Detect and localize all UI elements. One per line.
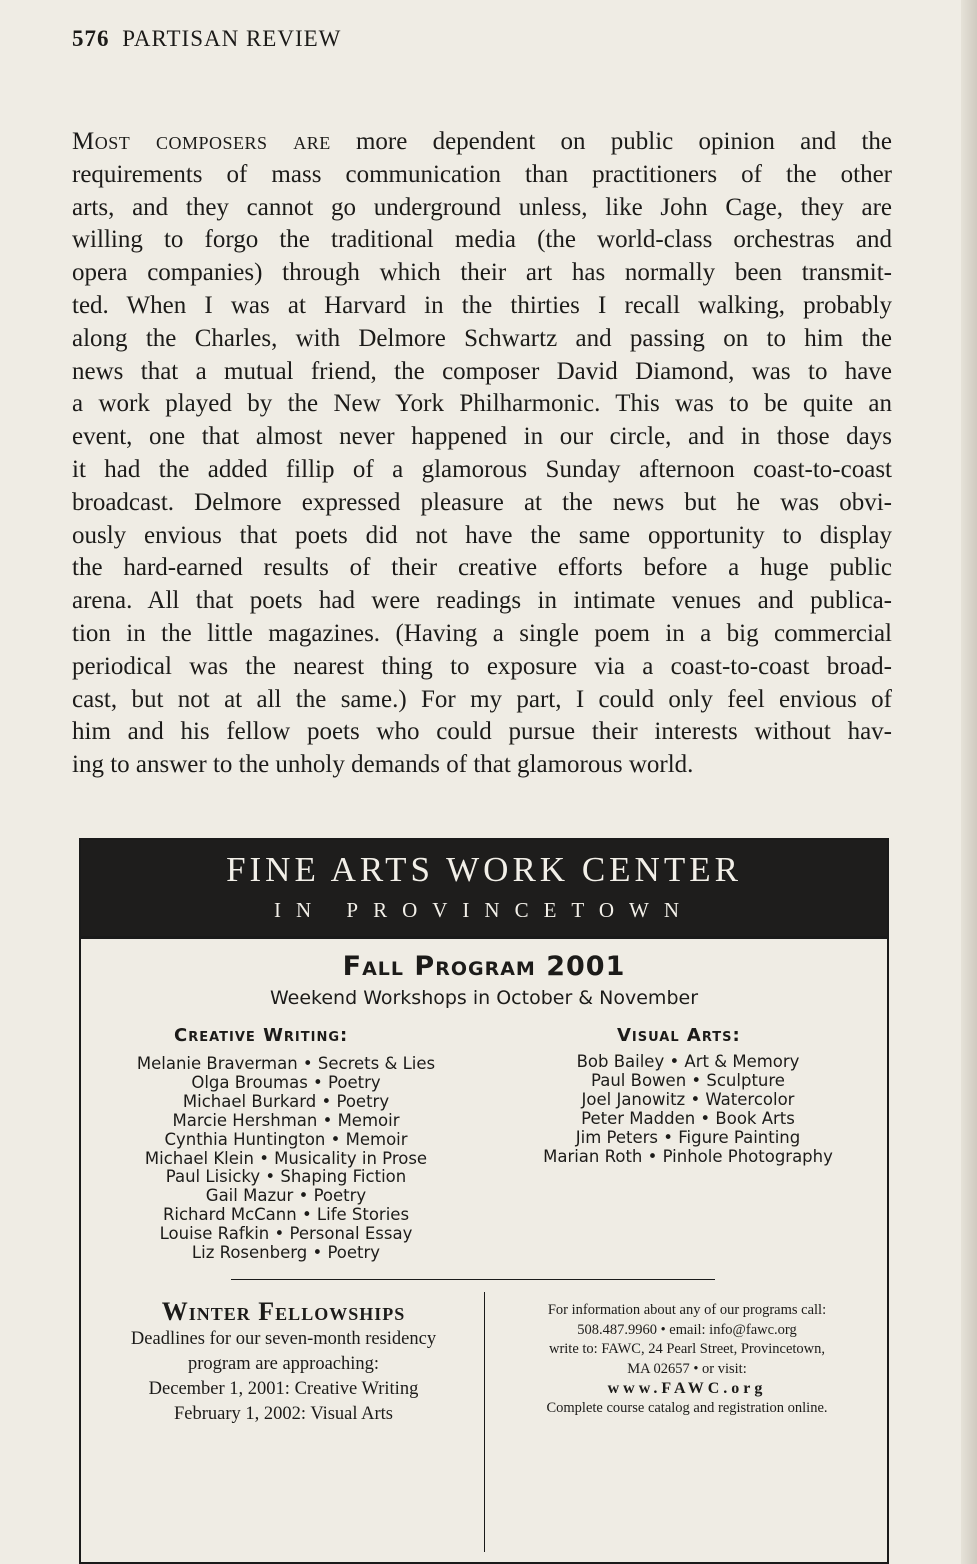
article-line: Most composers are more dependent on public opinion and the bbox=[72, 128, 892, 155]
article-lead-in: Most composers are bbox=[72, 128, 331, 155]
article-line: ously envious that poets did not have the same opportunity to display bbox=[72, 521, 892, 549]
info-address: write to: FAWC, 24 Pearl Street, Provincetown, bbox=[548, 1341, 826, 1358]
article-line: opera companies) through which their art has normally been transmit- bbox=[72, 259, 892, 287]
article-line: event, one that almost never happened in our circle, and in those days bbox=[72, 423, 892, 451]
article-line: broadcast. Delmore expressed pleasure at the news but he was obvi- bbox=[72, 488, 892, 516]
list-item: Paul Bowen • Sculpture bbox=[591, 1070, 785, 1090]
advertisement bbox=[79, 838, 889, 1564]
article-line: requirements of mass communication than practitioners of the other bbox=[72, 160, 892, 188]
article-line: him and his fellow poets who could pursue their interests without hav- bbox=[72, 718, 892, 746]
list-item: Marian Roth • Pinhole Photography bbox=[543, 1146, 833, 1166]
list-item: Peter Madden • Book Arts bbox=[581, 1108, 795, 1128]
list-item: Jim Peters • Figure Painting bbox=[575, 1127, 801, 1147]
list-item: Michael Klein • Musicality in Prose bbox=[144, 1148, 428, 1168]
journal-title: PARTISAN REVIEW bbox=[122, 26, 342, 51]
info-line: For information about any of our programs call: bbox=[547, 1302, 827, 1318]
article-line: arts, and they cannot go underground unless, like John Cage, they are bbox=[72, 193, 892, 221]
visual-arts-heading: Visual Arts: bbox=[617, 1025, 741, 1046]
ad-title: FINE ARTS WORK CENTER bbox=[226, 850, 742, 889]
article-line: the hard-earned results of their creative efforts before a huge public bbox=[72, 554, 892, 582]
info-line: MA 02657 • or visit: bbox=[627, 1360, 747, 1377]
column-divider bbox=[484, 1292, 485, 1552]
winter-line: program are approaching: bbox=[187, 1354, 380, 1374]
article-line: ted. When I was at Harvard in the thirties I recall walking, probably bbox=[72, 291, 892, 319]
list-item: Paul Lisicky • Shaping Fiction bbox=[165, 1167, 407, 1187]
list-item: Marcie Hershman • Memoir bbox=[172, 1110, 400, 1130]
visual-arts-list bbox=[513, 1053, 863, 1166]
website-link[interactable]: www.FAWC.org bbox=[607, 1380, 767, 1398]
list-item: Melanie Braverman • Secrets & Lies bbox=[136, 1054, 436, 1073]
list-item: Richard McCann • Life Stories bbox=[162, 1205, 410, 1225]
article-line: it had the added fillip of a glamorous Sunday afternoon coast-to-coast bbox=[72, 455, 892, 483]
article-line: news that a mutual friend, the composer David Diamond, was to have bbox=[72, 357, 892, 385]
article-body bbox=[72, 126, 892, 782]
article-line: a work played by the New York Philharmonic. This was to be quite an bbox=[72, 390, 892, 418]
divider bbox=[231, 1279, 715, 1280]
ad-content bbox=[81, 936, 887, 1562]
article-line: tion in the little magazines. (Having a single poem in a big commercial bbox=[72, 619, 892, 647]
article-line: periodical was the nearest thing to exposure via a coast-to-coast broad- bbox=[72, 652, 892, 680]
article-line: arena. All that poets had were readings in intimate venues and publica- bbox=[72, 587, 892, 615]
program-title: Fall Program 2001 bbox=[342, 951, 626, 982]
list-item: Michael Burkard • Poetry bbox=[182, 1091, 390, 1111]
creative-writing-heading: Creative Writing: bbox=[174, 1025, 349, 1046]
page-number: 576 bbox=[72, 26, 110, 51]
winter-line: February 1, 2002: Visual Arts bbox=[174, 1404, 393, 1424]
contact-info bbox=[489, 1301, 885, 1419]
list-item: Olga Broumas • Poetry bbox=[191, 1072, 381, 1092]
article-line: cast, but not at all the same.) For my part, I could only feel envious of bbox=[72, 685, 892, 713]
list-item: Liz Rosenberg • Poetry bbox=[191, 1243, 381, 1263]
ad-location: IN PROVINCETOWN bbox=[273, 898, 695, 922]
creative-writing-list bbox=[111, 1055, 461, 1263]
info-phone-email: 508.487.9960 • email: info@fawc.org bbox=[577, 1321, 797, 1338]
list-item: Louise Rafkin • Personal Essay bbox=[159, 1224, 413, 1244]
article-line: ing to answer to the unholy demands of that glamorous world. bbox=[72, 751, 694, 779]
list-item: Bob Bailey • Art & Memory bbox=[576, 1052, 800, 1071]
winter-title: Winter Fellowships bbox=[161, 1297, 406, 1326]
ad-header bbox=[81, 840, 887, 936]
winter-fellowships bbox=[91, 1297, 476, 1427]
article-line: willing to forgo the traditional media (the world-class orchestras and bbox=[72, 226, 892, 254]
list-item: Joel Janowitz • Watercolor bbox=[581, 1089, 795, 1109]
page-edge-shadow bbox=[961, 0, 977, 1564]
winter-line: December 1, 2001: Creative Writing bbox=[148, 1379, 419, 1399]
article-line: along the Charles, with Delmore Schwartz and passing on to him the bbox=[72, 324, 892, 352]
running-head bbox=[72, 26, 341, 52]
program-subtitle: Weekend Workshops in October & November bbox=[269, 987, 699, 1009]
winter-line: Deadlines for our seven-month residency bbox=[130, 1329, 437, 1349]
list-item: Cynthia Huntington • Memoir bbox=[164, 1129, 408, 1149]
info-line: Complete course catalog and registration online. bbox=[546, 1399, 828, 1416]
list-item: Gail Mazur • Poetry bbox=[205, 1186, 367, 1206]
